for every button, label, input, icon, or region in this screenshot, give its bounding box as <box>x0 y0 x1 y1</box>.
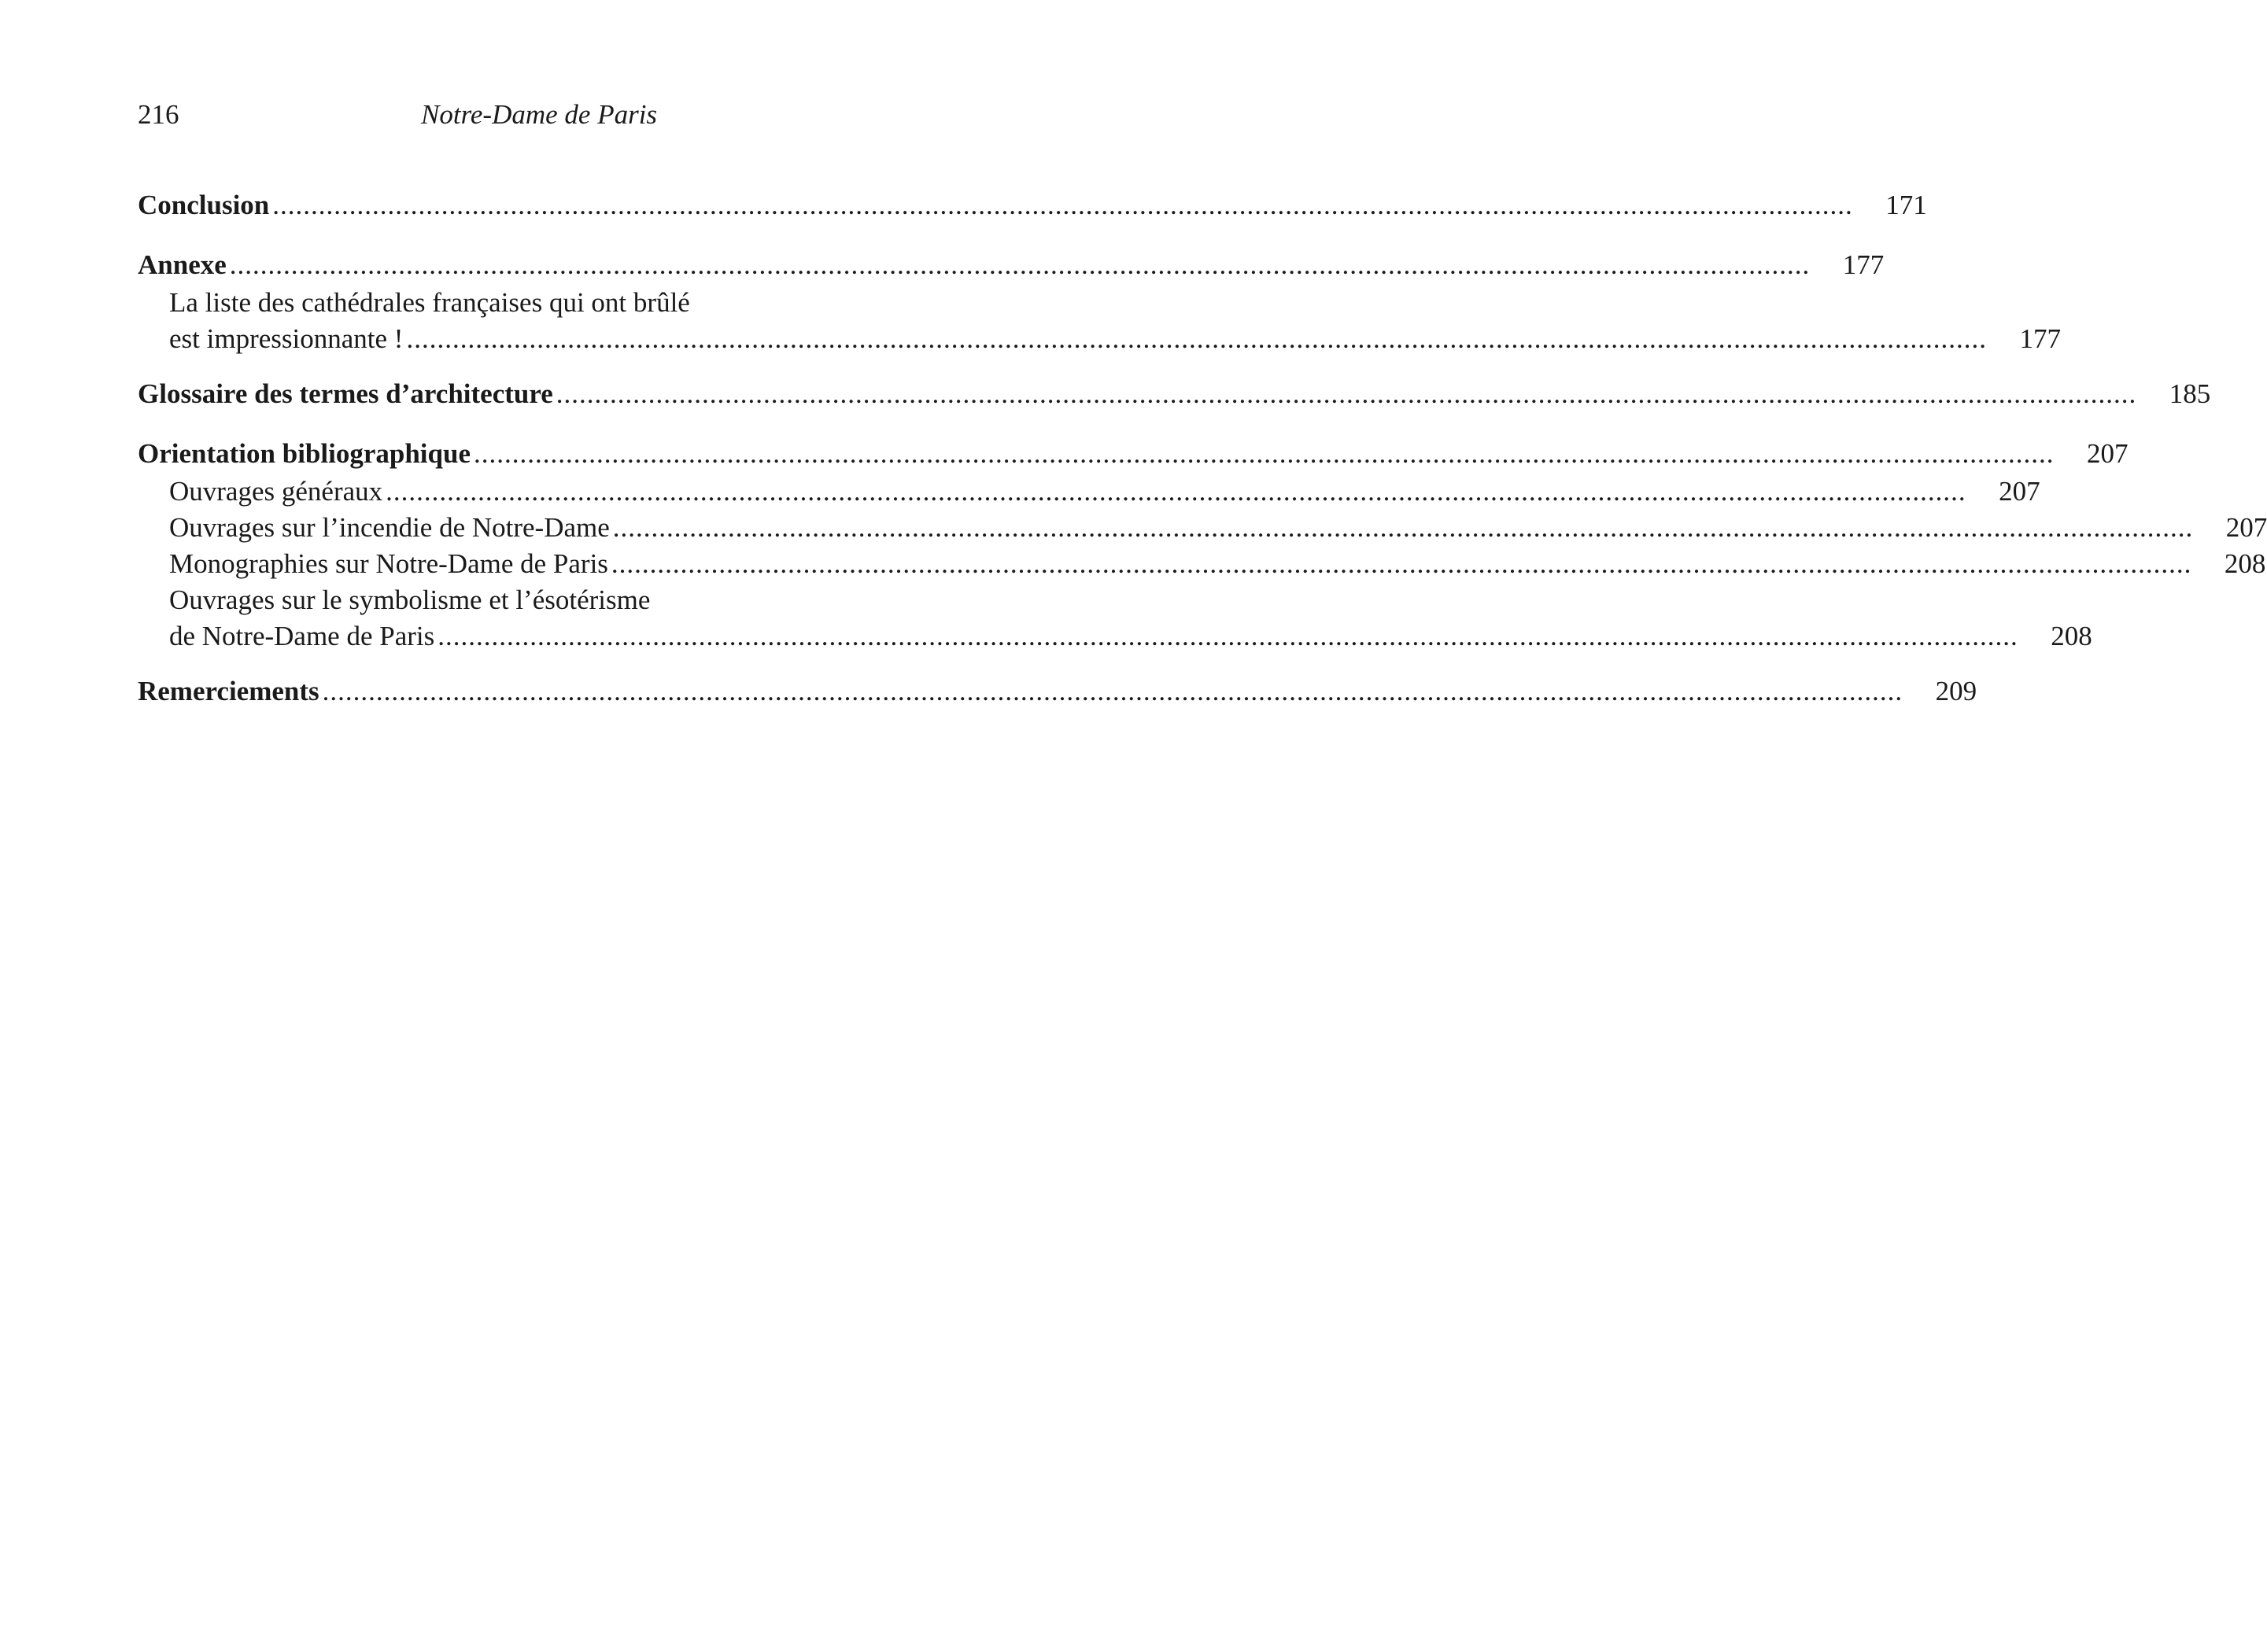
toc-entry-label: Glossaire des termes d’architecture <box>138 378 553 409</box>
page-number: 216 <box>138 99 179 130</box>
toc-entry-glossaire[interactable] <box>138 376 2211 412</box>
toc-subentry-monographies[interactable] <box>138 546 2266 582</box>
toc-entry-label: Ouvrages sur l’incendie de Notre-Dame <box>169 512 610 543</box>
toc-subentry-liste-cathedrales[interactable] <box>138 285 2061 357</box>
toc-entry-label: est impressionnante ! <box>169 323 404 354</box>
toc-page-number: 209 <box>1935 676 1977 706</box>
running-head <box>138 99 940 138</box>
running-title: Notre-Dame de Paris <box>421 99 658 130</box>
toc-entry-label: de Notre-Dame de Paris <box>169 621 435 651</box>
toc-entry-label: Conclusion <box>138 190 270 220</box>
toc-page-number: 208 <box>2051 621 2092 651</box>
dot-leader: .............................................................................................................................................................................................................. <box>406 323 1987 354</box>
toc-entry-orientation-bibliographique[interactable] <box>138 436 2129 472</box>
dot-leader: .............................................................................................................................................................................................................. <box>438 621 2018 651</box>
toc-entry-conclusion[interactable] <box>138 187 1927 223</box>
dot-leader: .............................................................................................................................................................................................................. <box>611 548 2192 579</box>
toc-page-number: 177 <box>2019 323 2061 354</box>
dot-leader: .............................................................................................................................................................................................................. <box>322 676 1903 706</box>
toc-subentry-ouvrages-incendie[interactable] <box>138 510 2267 546</box>
dot-leader: .............................................................................................................................................................................................................. <box>229 249 1811 280</box>
toc-entry-label-line1: Ouvrages sur le symbolisme et l’ésotérisme <box>169 584 651 615</box>
toc-page-number: 207 <box>2087 438 2129 469</box>
toc-page-number: 208 <box>2224 548 2266 579</box>
dot-leader: .............................................................................................................................................................................................................. <box>612 512 2194 543</box>
toc-subentry-ouvrages-generaux[interactable] <box>138 474 2040 510</box>
toc-page-number: 171 <box>1885 190 1927 220</box>
dot-leader: .............................................................................................................................................................................................................. <box>386 476 1966 507</box>
toc-page-number: 207 <box>1999 476 2040 507</box>
dot-leader: .............................................................................................................................................................................................................. <box>556 378 2137 409</box>
toc-entry-label: Monographies sur Notre-Dame de Paris <box>169 548 608 579</box>
toc-entry-label: Orientation bibliographique <box>138 438 471 469</box>
toc-page-number: 185 <box>2169 378 2211 409</box>
toc-entry-remerciements[interactable] <box>138 673 1977 710</box>
dot-leader: .............................................................................................................................................................................................................. <box>474 438 2055 469</box>
toc-entry-label-line1: La liste des cathédrales françaises qui ont brûlé <box>169 287 690 318</box>
toc-entry-label: Remerciements <box>138 676 319 706</box>
table-of-contents <box>138 187 2267 710</box>
toc-entry-label: Annexe <box>138 249 227 280</box>
toc-subentry-symbolisme-esoterisme[interactable] <box>138 582 2092 655</box>
toc-page-number: 177 <box>1842 249 1885 280</box>
toc-entry-annexe[interactable] <box>138 247 1885 283</box>
dot-leader: .............................................................................................................................................................................................................. <box>272 190 1853 220</box>
toc-page-number: 207 <box>2225 512 2267 543</box>
toc-entry-label: Ouvrages généraux <box>169 476 383 507</box>
